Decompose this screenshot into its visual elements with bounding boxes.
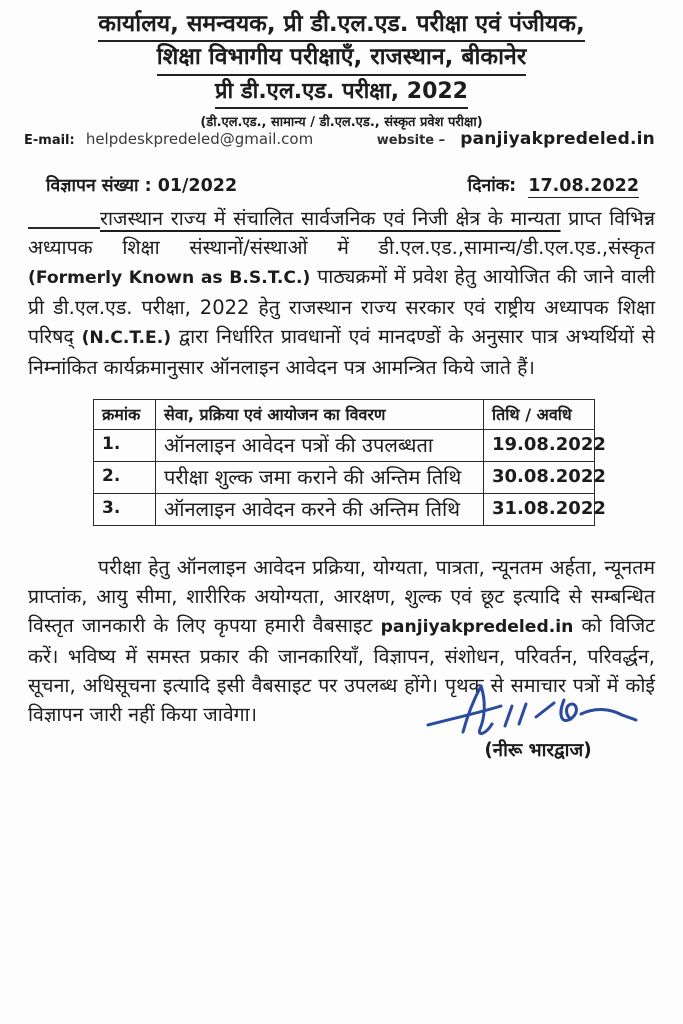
table-cell: ऑनलाइन आवेदन पत्रों की उपलब्धता: [156, 429, 484, 461]
text-segment: पाठ्यक्रमों में प्रवेश हेतु आयोजित की जाने वाली प्री डी.एल.एड. परीक्षा, 2022 हेतु राजस्थान राज्य सरकार एवं राष्ट्रीय अध्यापक शिक्षा परिषद्: [28, 264, 656, 348]
letterhead: [0, 0, 683, 130]
text-segment: द्वारा निर्धारित प्रावधानों एवं मानदण्डों के अनुसार पात्र अभ्यर्थियों से निम्नांकित कार्यक्रमानुसार ऑनलाइन आवेदन पत्र आमन्त्रित किये जाते हैं।: [28, 324, 655, 379]
exam-title-text: प्री डी.एल.एड. परीक्षा, 2022: [215, 77, 468, 109]
underline-indent-rule: [28, 227, 100, 229]
office-title-line2: [0, 42, 683, 75]
table-cell: परीक्षा शुल्क जमा कराने की अन्तिम तिथि: [156, 461, 484, 493]
table-cell: 30.08.2022: [484, 461, 595, 493]
signature-block: [413, 679, 663, 762]
table-row: [94, 461, 595, 493]
intro-paragraph: [28, 204, 655, 382]
text-segment: राजस्थान राज्य में संचालित सार्वजनिक एवं निजी क्षेत्र के मान्यता: [100, 206, 561, 230]
exam-title-line: [0, 77, 683, 109]
exam-subtitle: (डी.एल.एड., सामान्य / डी.एल.एड., संस्कृत प्रवेश परीक्षा): [200, 114, 483, 130]
advert-number: विज्ञापन संख्या : 01/2022: [46, 175, 238, 196]
meta-row: [0, 173, 683, 197]
signatory-name: (नीरू भारद्वाज): [484, 739, 592, 761]
table-row: [94, 429, 595, 461]
header-serial: क्रमांक: [94, 399, 156, 429]
text-segment: प्राप्त विभिन्न अध्यापक शिक्षा संस्थानों/संस्थाओं में डी.एल.एड.,सामान्य/डी.एल.एड.,संस्कृत: [28, 206, 655, 259]
header-date: तिथि / अवधि: [484, 399, 595, 429]
date-group: [468, 173, 639, 197]
table-cell: 3.: [94, 493, 156, 525]
table-header-row: [94, 399, 595, 429]
table-cell: 1.: [94, 429, 156, 461]
text-segment: (N.C.T.E.): [81, 327, 172, 348]
website-address: panjiyakpredeled.in: [460, 128, 655, 149]
table-cell: 2.: [94, 461, 156, 493]
table-cell: 19.08.2022: [484, 429, 595, 461]
date-value: 17.08.2022: [528, 175, 639, 196]
table-cell: ऑनलाइन आवेदन करने की अन्तिम तिथि: [156, 493, 484, 525]
email-address: helpdeskpredeled@gmail.com: [85, 129, 314, 148]
contact-row: [0, 129, 683, 149]
office-title-text: कार्यालय, समन्वयक, प्री डी.एल.एड. परीक्षा एवं पंजीयक,: [98, 9, 584, 42]
handwritten-signature-ink: [418, 679, 658, 741]
schedule-table: [93, 399, 606, 526]
text-segment: को विजिट करें। भविष्य में समस्त प्रकार की जानकारियाँ, विज्ञापन, संशोधन, परिवर्तन, परिवर्द्धन, सूचना, अधिसूचना इत्यादि इसी वैबसाइट पर उपलब्ध होंगे। पृथक से समाचार पत्रों में कोई विज्ञापन जारी नहीं किया जावेगा।: [28, 613, 656, 726]
text-segment: (Formerly Known as B.S.T.C.): [28, 267, 311, 288]
text-segment: panjiyakpredeled.in: [380, 616, 574, 637]
website-group: [377, 129, 655, 149]
office-title-line1: [0, 9, 683, 42]
email-group: [24, 129, 313, 148]
website-label: website –: [376, 132, 446, 148]
table-cell: 31.08.2022: [484, 493, 595, 525]
table-row: [94, 493, 595, 525]
intro-paragraph-text: [28, 207, 655, 379]
text-segment: परीक्षा हेतु ऑनलाइन आवेदन प्रक्रिया, योग्यता, पात्रता, न्यूनतम अर्हता, न्यूनतम प्राप्तांक, आयु सीमा, शारीरिक अयोग्यता, आरक्षण, शुल्क एवं छूट इत्यादि से सम्बन्धित विस्तृत जानकारी के लिए कृपया हमारी वैबसाइट: [28, 555, 655, 637]
header-description: सेवा, प्रक्रिया एवं आयोजन का विवरण: [156, 399, 484, 429]
signature-strokes: [428, 686, 636, 734]
department-text: शिक्षा विभागीय परीक्षाएँ, राजस्थान, बीकानेर: [157, 42, 526, 75]
date-label: दिनांक:: [467, 175, 517, 196]
email-label: E-mail:: [24, 132, 75, 148]
table-body: [94, 429, 606, 525]
